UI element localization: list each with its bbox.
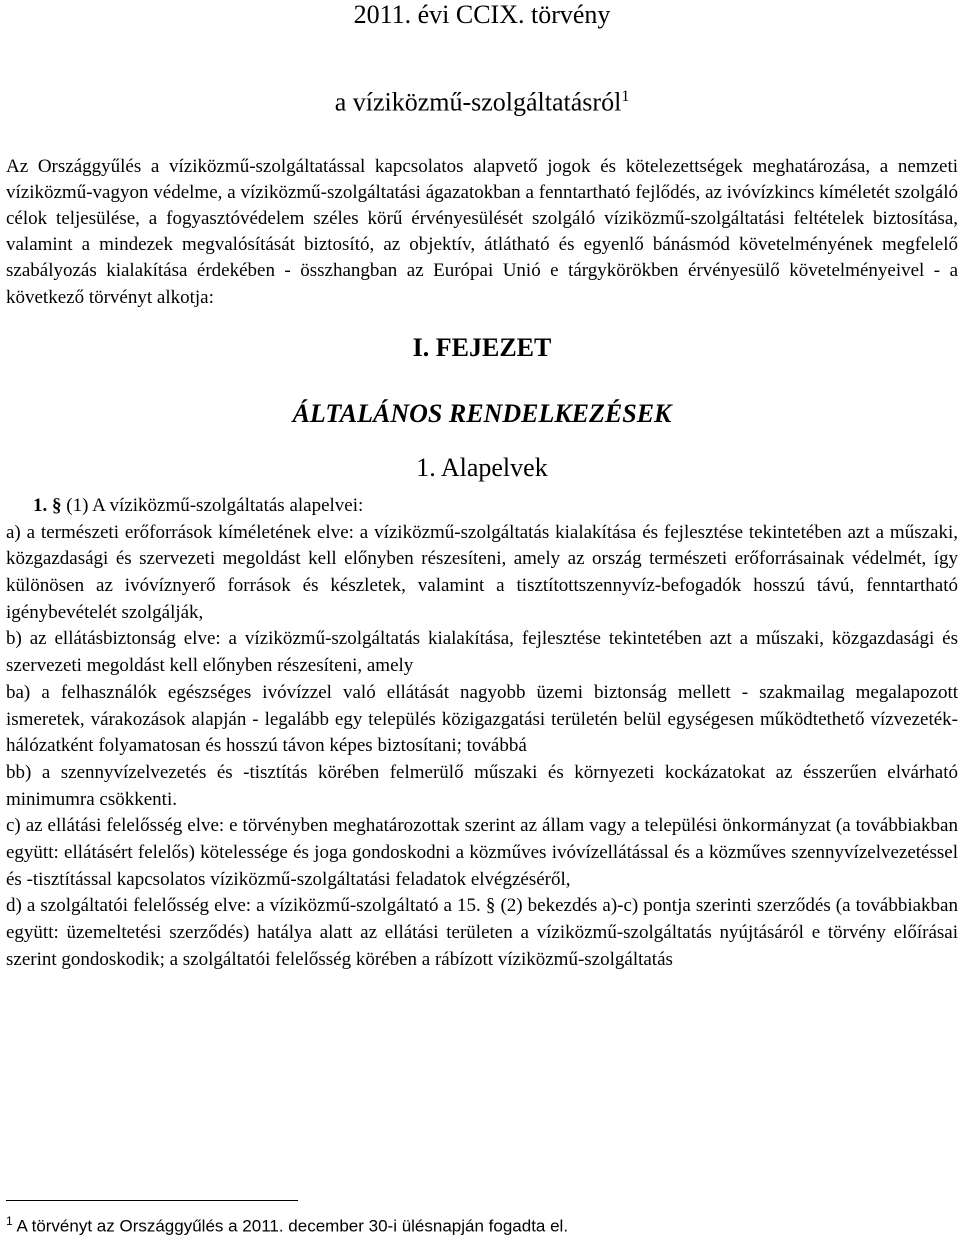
footnote-divider (6, 1200, 298, 1201)
paragraph-intro-text: (1) A víziközmű-szolgáltatás alapelvei: (66, 494, 364, 516)
law-title: 2011. évi CCIX. törvény (353, 0, 611, 29)
footnote-number: 1 (6, 1214, 13, 1228)
law-subtitle-text: a víziközmű-szolgáltatásról (334, 87, 622, 117)
paragraph-body (6, 493, 958, 974)
section-heading: 1. Alapelvek (416, 452, 548, 482)
paragraph-number: 1. § (33, 494, 62, 516)
footnote-text: A törvényt az Országgyűlés a 2011. december 30-i ülésnapján fogadta el. (12, 1216, 569, 1236)
chapter-heading: I. FEJEZET (412, 332, 552, 362)
preamble: Az Országgyűlés a víziközmű-szolgáltatással kapcsolatos alapvető jogok és kötelezettségek meghatározása, a nemzeti víziközmű-vagyon védelme, a víziközmű-szolgáltatási ágazatokban a fenntartható fejlődés, az ivóvízkincs kíméletét szolgáló célok teljesülése, a fogyasztóvédelem széles körű érvényesülését szolgáló víziközmű-szolgáltatási feltételek biztosítása, valamint a mindezek megvalósítását biztosító, az objektív, átlátható és egyenlő bánásmód követelményének megfelelő szabályozás kialakítása érdekében - összhangban az Európai Unió e tárgykörökben érvényesülő követelményeivel - a következő törvényt alkotja: (6, 155, 958, 308)
paragraph-intro (6, 493, 958, 520)
chapter-title: ÁLTALÁNOS RENDELKEZÉSEK (292, 398, 672, 428)
document-body (6, 0, 958, 974)
list-item: bb) a szennyvízelvezetés és -tisztítás körében felmerülő műszaki és környezeti kockázatokat az ésszerűen elvárható minimumra csökkenti. (6, 761, 958, 810)
list-item: ba) a felhasználók egészséges ivóvízzel való ellátását nagyobb üzemi biztonság mellett - szakmailag megalapozott ismeretek, várakozások alapján - legalább egy település közigazgatási területén belül egységesen működtethető vízvezeték-hálózatként folyamatosan és hosszú távon képes biztosítani; továbbá (6, 681, 958, 757)
footnote-ref[interactable]: 1 (621, 88, 630, 105)
law-subtitle (6, 82, 958, 118)
list-item: b) az ellátásbiztonság elve: a víziközmű-szolgáltatás kialakítása, fejlesztése tekintetében azt a műszaki, közgazdasági és szervezeti megoldást kell előnyben részesíteni, amely (6, 628, 958, 677)
list-item: d) a szolgáltatói felelősség elve: a víziközmű-szolgáltató a 15. § (2) bekezdés a)-c) pontja szerinti szerződés (a továbbiakban együtt: üzemeltetési szerződés) hatálya alatt az ellátási területen a víziközmű-szolgáltatás nyújtásáról e törvény előírásai szerint gondoskodik; a szolgáltatói felelősség körében a rábízott víziközmű-szolgáltatás (6, 895, 958, 970)
list-item: c) az ellátási felelősség elve: e törvényben meghatározottak szerint az állam vagy a települési önkormányzat (a továbbiakban együtt: ellátásért felelős) kötelessége és joga gondoskodni a közműves ivóvízellátással és a közműves szennyvízelvezetéssel és -tisztítással kapcsolatos víziközmű-szolgáltatási feladatok elvégzéséről, (6, 815, 958, 890)
list-item: a) a természeti erőforrások kíméletének elve: a víziközmű-szolgáltatás kialakítása és fejlesztése tekintetében azt a műszaki, közgazdasági és szervezeti megoldást kell előnyben részesíteni, amely az ország természeti erőforrásainak védelmét, így különösen az ivóvíznyerő források és készletek, valamint a tisztítottszennyvíz-befogadók hosszú távú, fenntartható igénybevételét szolgálják, (6, 521, 958, 623)
footnote (6, 1210, 568, 1238)
